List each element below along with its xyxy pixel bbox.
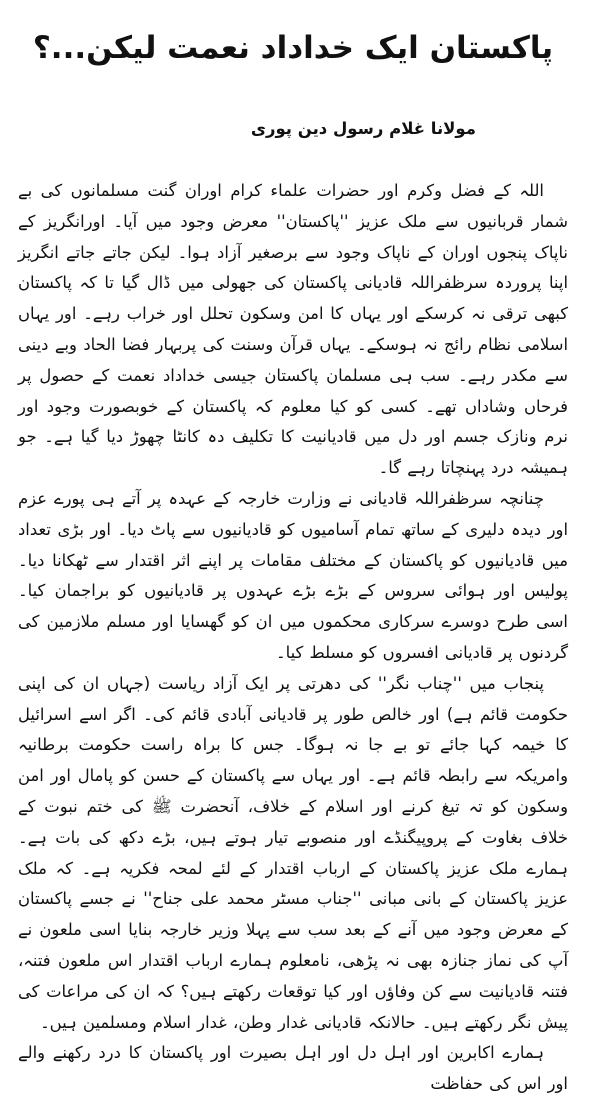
- paragraph-4: ہمارے اکابرین اور اہل دل اور اہل بصیرت اور پاکستان کا درد رکھنے والے اور اس کی حفاظت: [18, 1043, 568, 1094]
- article-author: مولانا غلام رسول دین پوری: [250, 119, 476, 138]
- paragraph-3: پنجاب میں ''چناب نگر'' کی دھرتی پر ایک آزاد ریاست (جہاں ان کی اپنی حکومت قائم ہے) اور خالص طور پر قادیانی آبادی قائم کی۔ اگر اسے اسرائیل کا خیمہ کہا جائے تو بے جا نہ ہوگا۔ جس کا براہ راست حکومت برطانیہ وامریکہ سے رابطہ قائم ہے۔ اور یہاں سے پاکستان کے حسن کو پامال اور امن وسکون کو تہ تیغ کرنے اور اسلام کے خلاف، آنحضرت ﷺ کی ختم نبوت کے خلاف بغاوت کے پروپیگنڈے اور منصوبے تیار ہوتے ہیں، بڑے دکھ کی بات ہے۔ ہمارے ملک عزیز پاکستان کے ارباب اقتدار کے لئے لمحہ فکریہ ہے۔ کہ ملک عزیز پاکستان کے بانی مبانی ''جناب مسٹر محمد علی جناح'' نے جسے پاکستان کے معرض وجود میں آنے کے بعد سب سے پہلا وزیر خارجہ بنایا اسی ملعون نے آپ کی نماز جنازہ بھی نہ پڑھی، نامعلوم ہمارے ارباب اقتدار اس ملعون فتنہ، فتنہ قادیانیت سے کن وفاؤں اور کیا توقعات رکھتے ہیں؟ کہ ان کی مراعات کی پیش نگر رکھتے ہیں۔ حالانکہ قادیانی غدار وطن، غدار اسلام ومسلمین ہیں۔: [18, 673, 568, 1032]
- article-body: [18, 176, 568, 1100]
- paragraph-2: چنانچہ سرظفراللہ قادیانی نے وزارت خارجہ کے عہدہ پر آتے ہی پورے عزم اور دیدہ دلیری کے ساتھ تمام آسامیوں کو قادیانیوں سے پاٹ دیا۔ اور بڑی تعداد میں قادیانیوں کو پاکستان کے مختلف مقامات پر اپنے اثر اقتدار سے ٹھکانا دیا۔ پولیس اور ہوائی سروس کے بڑے بڑے عہدوں پر قادیانیوں کو براجمان کیا۔ اسی طرح دوسرے سرکاری محکموں میں ان کو گھسایا اور مسلم ملازمین کی گردنوں پر قادیانی افسروں کو مسلط کیا۔: [18, 488, 568, 662]
- paragraph-1: اللہ کے فضل وکرم اور حضرات علماء کرام اوران گنت مسلمانوں کی بے شمار قربانیوں سے ملک عزیز ''پاکستان'' معرض وجود میں آیا۔ اورانگریز کے ناپاک پنجوں اوران کے ناپاک وجود سے برصغیر آزاد ہوا۔ لیکن جاتے جاتے انگریز اپنا پروردہ سرظفراللہ قادیانی پاکستان کی جھولی میں ڈال گیا تا کہ پاکستان کبھی ترقی نہ کرسکے اور یہاں کا امن وسکون تحلل اور خراب رہے۔ اور یہاں اسلامی نظام رائج نہ ہوسکے۔ یہاں قرآن وسنت کی پربہار فضا الحاد وبے دینی سے مکدر رہے۔ سب ہی مسلمان پاکستان جیسی خداداد نعمت کے حصول پر فرحاں وشاداں تھے۔ کسی کو کیا معلوم کہ پاکستان کے خوبصورت وجود اور نرم ونازک جسم اور دل میں قادیانیت کا تکلیف دہ کانٹا چھوڑ دیا گیا ہے۔ جو ہمیشہ درد پہنچاتا رہے گا۔: [18, 181, 568, 478]
- article-title: پاکستان ایک خداداد نعمت لیکن...؟: [32, 30, 554, 66]
